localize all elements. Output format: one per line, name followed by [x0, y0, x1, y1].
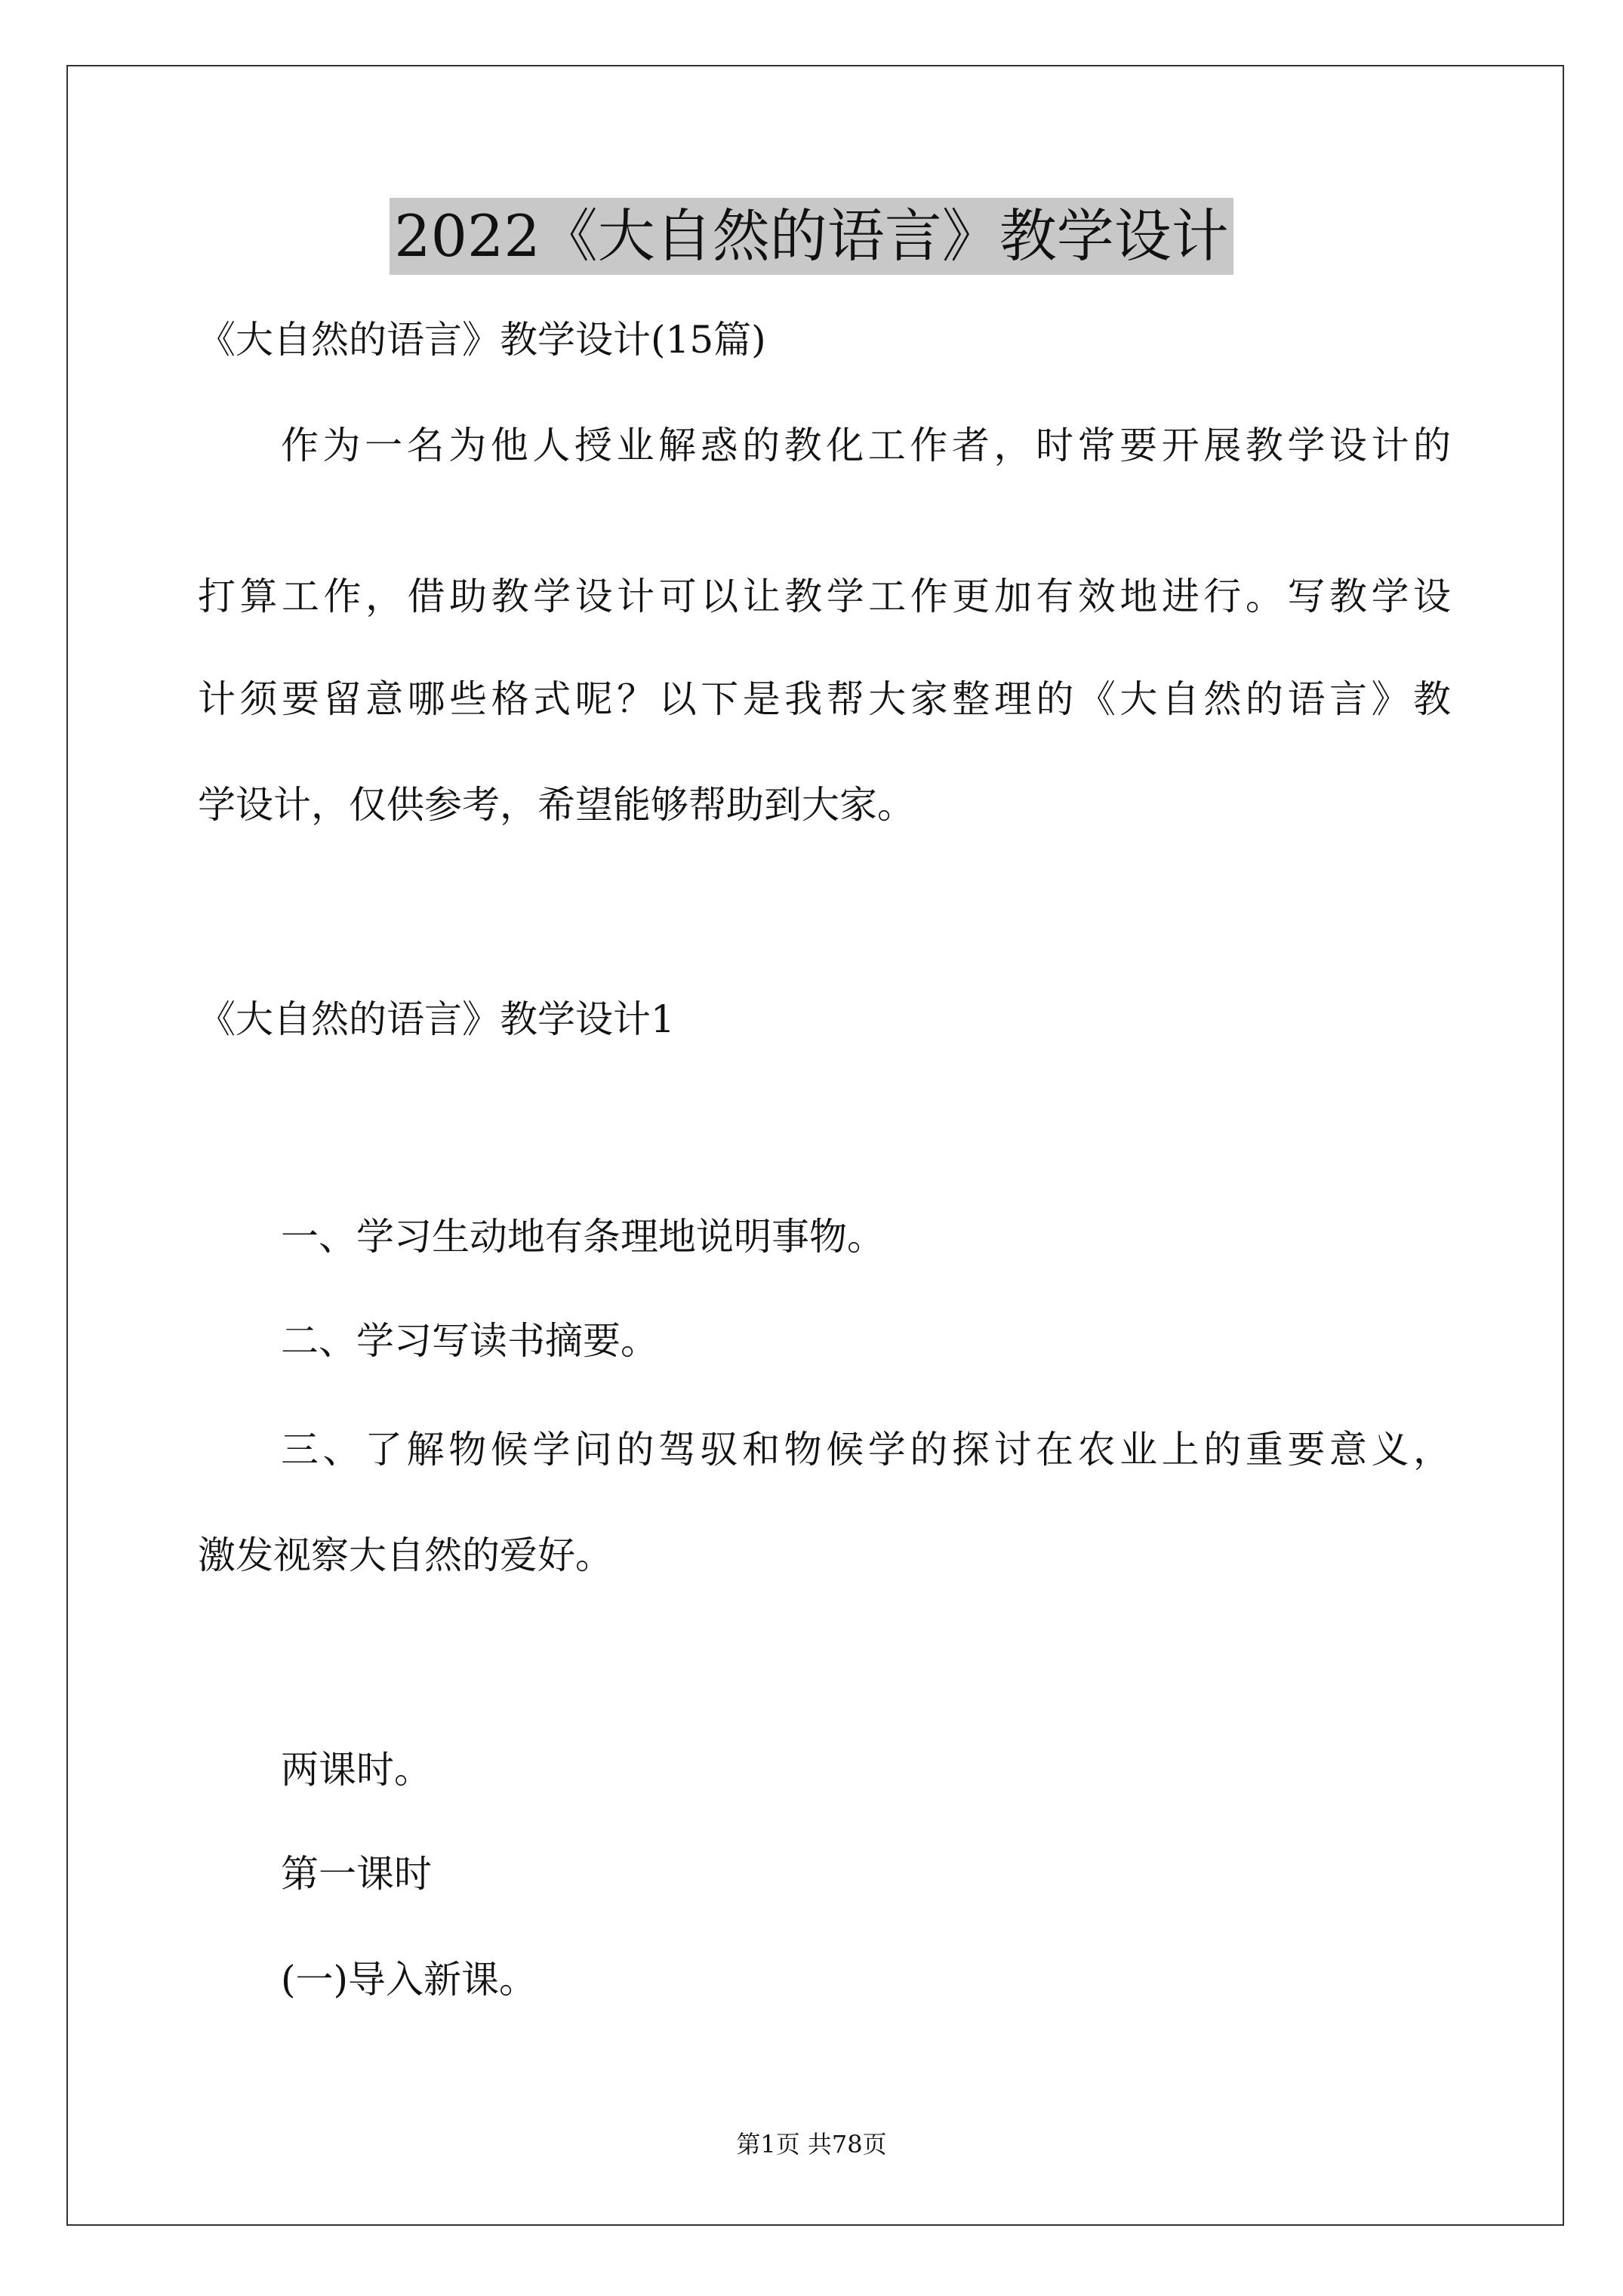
lesson-heading: 第一课时 — [281, 1852, 432, 1896]
document-subtitle: 《大自然的语言》教学设计(15篇) — [198, 318, 766, 362]
page-border — [66, 65, 1564, 2226]
goal-2: 二、学习写读书摘要。 — [281, 1319, 658, 1363]
intro-line-2: 打算工作，借助教学设计可以让教学工作更加有效地进行。写教学设 — [198, 575, 1451, 618]
intro-line-1: 作为一名为他人授业解惑的教化工作者，时常要开展教学设计的 — [281, 424, 1451, 467]
goal-3: 三、了解物候学问的驾驭和物候学的探讨在农业上的重要意义， — [281, 1428, 1451, 1472]
page-footer: 第1页 共78页 — [736, 2130, 887, 2159]
document-title-wrapper — [0, 198, 1623, 275]
section-heading: 《大自然的语言》教学设计1 — [198, 997, 675, 1041]
document-title: 2022《大自然的语言》教学设计 — [390, 198, 1233, 275]
schedule-text: 两课时。 — [281, 1748, 432, 1792]
step-1: (一)导入新课。 — [281, 1958, 537, 2002]
intro-line-4: 学设计，仅供参考，希望能够帮助到大家。 — [198, 783, 915, 827]
goal-3-continued: 激发视察大自然的爱好。 — [198, 1533, 613, 1577]
intro-line-3: 计须要留意哪些格式呢？以下是我帮大家整理的《大自然的语言》教 — [198, 677, 1451, 721]
goal-1: 一、学习生动地有条理地说明事物。 — [281, 1215, 885, 1259]
